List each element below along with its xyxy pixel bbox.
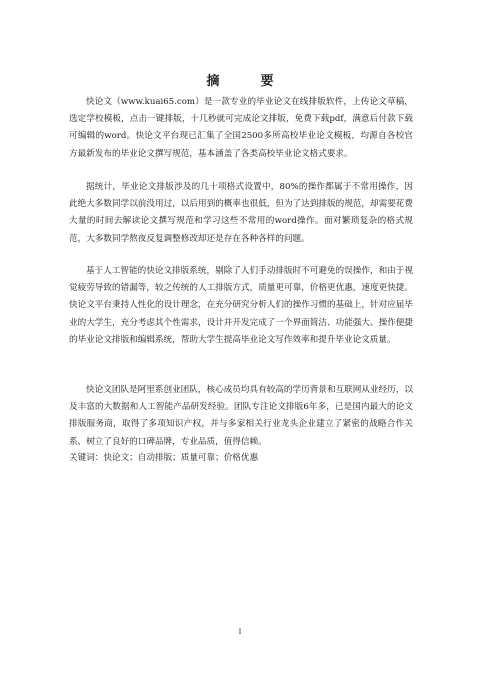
abstract-paragraph-2: 据统计，毕业论文排版涉及的几十项格式设置中，80%的操作都属于不常用操作，因此绝大多数同学以前没用过，以后用到的概率也很低，但为了达到排版的规范，却需要花费大量的时间去解读论文撰写规范和学习这些不常用的word操作。面对繁琐复杂的格式规范，大多数同学熬夜反复调整修改却还是存在各种各样的问题。	[69, 182, 413, 244]
page-title: 摘 要	[206, 74, 288, 89]
abstract-paragraph-4: 快论文团队是阿里系创业团队，核心成员均具有较高的学历背景和互联网从业经历，以及丰富的大数据和人工智能产品研发经验。团队专注论文排版6年多，已是国内最大的论文排版服务商，取得了多项知识产权，并与多家相关行业龙头企业建立了紧密的战略合作关系，树立了良好的口碑品牌，专业品质，值得信赖。	[69, 385, 413, 447]
page-number: I	[238, 628, 242, 636]
keywords-line: 关键词：快论文；自动排版；质量可靠；价格优惠	[69, 453, 259, 463]
abstract-paragraph-1: 快论文（www.kuai65.com）是一款专业的毕业论文在线排版软件，上传论文草稿，选定学校模板，点击一键排版，十几秒就可完成论文排版，免费下载pdf，满意后付款下载可编辑的word。快论文平台现已汇集了全国2500多所高校毕业论文模板，均源自各校官方最新发布的毕业论文撰写规范，基本涵盖了各类高校毕业论文格式要求。	[69, 97, 413, 159]
abstract-paragraph-3: 基于人工智能的快论文排版系统，剔除了人们手动排版时不可避免的误操作，和由于视觉疲劳导致的错漏等，较之传统的人工排版方式，质量更可靠，价格更优惠，速度更快捷。快论文平台秉持人性化的设计理念，在充分研究分析人们的操作习惯的基础上，针对应届毕业的大学生，充分考虑其个性需求，设计并开发完成了一个界面简洁、功能强大、操作便捷的毕业论文排版和编辑系统，帮助大学生提高毕业论文写作效率和提升毕业论文质量。	[69, 266, 413, 345]
